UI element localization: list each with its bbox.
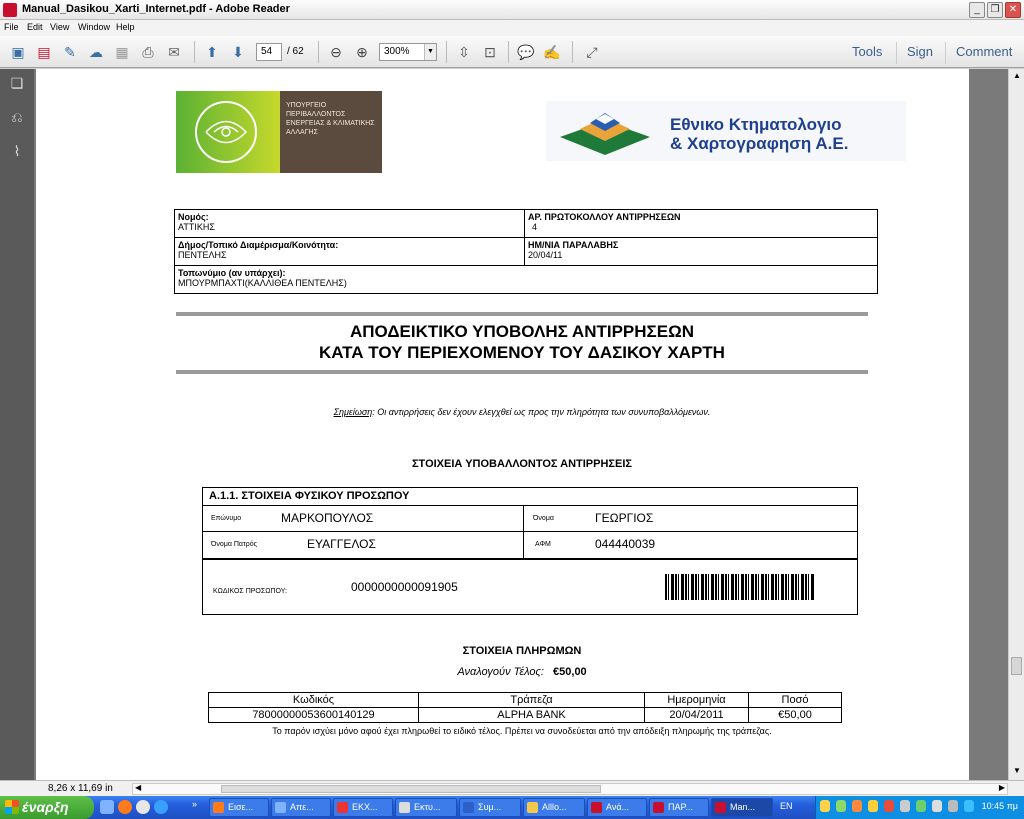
toolbar-separator: [572, 41, 573, 63]
status-bar: [0, 780, 1024, 796]
comment-icon[interactable]: 💬: [517, 44, 535, 60]
task-button[interactable]: [271, 798, 331, 817]
note-text: : Οι αντιρρήσεις δεν έχουν ελεγχθεί ως προς την πληρότητα των συνυποβαλλόμενων.: [372, 407, 711, 417]
dimos-cell: [175, 238, 525, 266]
cloud-upload-icon[interactable]: ☁: [89, 44, 103, 60]
previous-page-icon[interactable]: ⬆: [206, 44, 218, 60]
protocol-value: 4: [532, 222, 538, 232]
nomos-cell: [175, 210, 525, 238]
fit-page-icon[interactable]: ⊡: [484, 44, 496, 60]
zoom-in-icon[interactable]: ⊕: [356, 44, 368, 60]
person-details-header: Α.1.1. ΣΤΟΙΧΕΙΑ ΦΥΣΙΚΟΥ ΠΡΟΣΩΠΟΥ: [203, 488, 857, 506]
task-label: Συμ...: [478, 802, 502, 812]
usb-icon[interactable]: [900, 800, 910, 812]
taskbar: [0, 796, 1024, 819]
task-button[interactable]: [523, 798, 585, 817]
dimos-value: ΠΕΝΤΕΛΗΣ: [178, 250, 227, 260]
nomos-value: ΑΤΤΙΚΗΣ: [178, 222, 215, 232]
task-label: Ανά...: [606, 802, 630, 812]
mail-icon: [275, 802, 286, 813]
divider: [176, 312, 868, 316]
scroll-left-icon[interactable]: ◀: [135, 783, 142, 792]
horizontal-scrollbar[interactable]: [132, 783, 1008, 795]
task-button[interactable]: [459, 798, 521, 817]
menu-edit[interactable]: Edit: [27, 22, 43, 32]
name-value: ΓΕΩΡΓΙΟΣ: [595, 511, 654, 525]
zoom-value: 300%: [384, 46, 410, 57]
firefox-icon[interactable]: [118, 800, 132, 814]
person-row: [203, 506, 857, 532]
toponym-label: Τοπωνύμιο (αν υπάρχει):: [178, 268, 286, 278]
folder-icon: [527, 802, 538, 813]
close-button[interactable]: ✕: [1005, 2, 1021, 18]
task-label: ΠΑΡ...: [668, 802, 693, 812]
surname-value: ΜΑΡΚΟΠΟΥΛΟΣ: [281, 511, 374, 525]
payments-header-row: [209, 693, 842, 708]
printer-icon: [399, 802, 410, 813]
task-label: Εισε...: [228, 802, 254, 812]
comment-link[interactable]: Comment: [956, 44, 1013, 59]
dimos-label: Δήμος/Τοπικό Διαμέρισμα/Κοινότητα:: [178, 240, 339, 250]
start-button[interactable]: [0, 796, 94, 819]
window-title: Manual_Dasikou_Xarti_Internet.pdf - Adobe Reader: [22, 3, 290, 15]
payments-section-title: ΣΤΟΙΧΕΙΑ ΠΛΗΡΩΜΩΝ: [462, 645, 582, 657]
chrome-icon[interactable]: [136, 800, 150, 814]
scroll-up-icon[interactable]: ▲: [1013, 71, 1021, 80]
nomos-label: Νομός:: [178, 212, 209, 222]
person-code-box: [202, 559, 858, 615]
document-title: [176, 321, 868, 363]
edit-icon[interactable]: ✎: [64, 44, 76, 60]
document-title-line1: ΑΠΟΔΕΙΚΤΙΚΟ ΥΠΟΒΟΛΗΣ ΑΝΤΙΡΡΗΣΕΩΝ: [350, 322, 694, 341]
fee-line: [176, 666, 868, 678]
more-icon[interactable]: »: [192, 799, 198, 809]
scrollbar-thumb[interactable]: [1011, 657, 1022, 675]
father-name-label: Όνομα Πατρός: [211, 541, 257, 548]
sign-link[interactable]: Sign: [907, 44, 934, 59]
ie-icon[interactable]: [154, 800, 168, 814]
task-label: Εκτυ...: [414, 802, 441, 812]
antivirus-icon[interactable]: [884, 800, 894, 812]
shield-icon[interactable]: [820, 800, 830, 812]
protocol-cell: [525, 210, 878, 238]
date-label: ΗΜ/ΝΙΑ ΠΑΡΑΛΑΒΗΣ: [528, 240, 619, 250]
divider: [176, 370, 868, 374]
adobe-reader-icon: [3, 3, 17, 17]
pdf-icon: [715, 802, 726, 813]
tray-icon[interactable]: [964, 800, 974, 812]
document-title-line2: ΚΑΤΑ ΤΟΥ ΠΕΡΙΕΧΟΜΕΝΟΥ ΤΟΥ ΔΑΣΙΚΟΥ ΧΑΡΤΗ: [319, 343, 725, 362]
page-size: 8,26 x 11,69 in: [48, 783, 113, 794]
cadastre-logo-text: [670, 115, 848, 153]
task-button[interactable]: [209, 798, 269, 817]
cadastre-logo-emblem: [550, 107, 660, 157]
email-icon[interactable]: ✉: [168, 44, 180, 60]
zoom-out-icon[interactable]: ⊖: [330, 44, 342, 60]
person-details-box: [202, 487, 858, 559]
task-button[interactable]: [587, 798, 647, 817]
task-button[interactable]: [395, 798, 457, 817]
task-button-active[interactable]: [711, 798, 773, 817]
person-code-label: ΚΩΔΙΚΟΣ ΠΡΟΣΩΠΟΥ:: [213, 588, 287, 595]
fee-value: €50,00: [553, 666, 587, 678]
ministry-logo-emblem: [176, 91, 280, 173]
payment-date: 20/04/2011: [645, 708, 749, 723]
chevron-down-icon[interactable]: ▼: [424, 44, 436, 60]
person-row: [203, 532, 857, 558]
vertical-scrollbar[interactable]: [1008, 69, 1024, 780]
task-button[interactable]: [333, 798, 393, 817]
toolbar-separator: [194, 41, 195, 63]
pages-icon[interactable]: ❏: [10, 75, 24, 91]
name-label: Όνομα: [533, 515, 554, 522]
father-name-value: ΕΥΑΓΓΕΛΟΣ: [307, 537, 376, 551]
payment-code: 78000000053600140129: [209, 708, 419, 723]
menu-help[interactable]: Help: [116, 22, 135, 32]
fee-label: Αναλογούν Τέλος:: [457, 666, 544, 678]
footnote: Το παρόν ισχύει μόνο αφού έχει πληρωθεί το ειδικό τέλος. Πρέπει να συνοδεύεται από την απόδειξη πληρωμής της τράπεζας.: [272, 726, 772, 736]
zoom-select[interactable]: [379, 43, 437, 61]
table-row: [209, 708, 842, 723]
document-area[interactable]: [34, 69, 1008, 780]
next-page-icon[interactable]: ⬇: [232, 44, 244, 60]
objector-section-title: ΣΤΟΙΧΕΙΑ ΥΠΟΒΑΛΛΟΝΤΟΣ ΑΝΤΙΡΡΗΣΕΙΣ: [411, 458, 633, 470]
toponym-value: ΜΠΟΥΡΜΠΑΧΤΙ(ΚΑΛΛΙΘΕΑ ΠΕΝΤΕΛΗΣ): [178, 278, 347, 288]
horizontal-scrollbar-thumb[interactable]: [221, 785, 601, 793]
toolbar-separator: [896, 42, 897, 64]
pdf-icon: [653, 802, 664, 813]
payments-header-code: Κωδικός: [209, 693, 419, 708]
task-button[interactable]: [649, 798, 709, 817]
pdf-page: [36, 69, 969, 780]
highlight-icon[interactable]: ✍: [543, 44, 561, 60]
payments-table: [208, 692, 842, 723]
language-indicator[interactable]: EN: [780, 801, 793, 811]
barcode: [665, 574, 815, 600]
toolbar-separator: [508, 41, 509, 63]
cadastre-logo-line2: & Χαρτογραφηση Α.Ε.: [670, 134, 849, 153]
system-tray: [815, 796, 1024, 819]
payments-header-amount: Ποσό: [749, 693, 842, 708]
protocol-label: ΑΡ. ΠΡΩΤΟΚΟΛΛΟΥ ΑΝΤΙΡΡΗΣΕΩΝ: [528, 212, 681, 222]
task-label: ΕΚΧ...: [352, 802, 378, 812]
note-label: Σημείωση: [333, 407, 373, 417]
toolbar: [0, 36, 1024, 68]
location-info-table: [174, 209, 878, 294]
cadastre-logo: [546, 101, 906, 161]
date-cell: [525, 238, 878, 266]
restore-button[interactable]: ❐: [987, 2, 1003, 18]
toolbar-separator: [446, 41, 447, 63]
attachments-icon[interactable]: ⌇: [13, 143, 21, 159]
tray-icon[interactable]: [916, 800, 926, 812]
payments-header-date: Ημερομηνία: [645, 693, 749, 708]
word-icon: [463, 802, 474, 813]
toolbar-separator: [945, 42, 946, 64]
print-icon[interactable]: ⎙: [142, 44, 154, 60]
fit-width-icon[interactable]: ⇳: [458, 44, 470, 60]
update-icon[interactable]: [852, 800, 862, 812]
windows-flag-icon: [5, 800, 19, 814]
scroll-down-icon[interactable]: ▼: [1013, 766, 1021, 775]
start-label: έναρξη: [22, 799, 69, 815]
fullscreen-icon[interactable]: ⤢: [586, 44, 598, 60]
afm-label: ΑΦΜ: [535, 541, 551, 548]
tools-link[interactable]: Tools: [852, 44, 883, 59]
cadastre-logo-line1: Εθνικο Κτηματολογιο: [670, 115, 842, 134]
minimize-button[interactable]: _: [969, 2, 985, 18]
payments-header-bank: Τράπεζα: [419, 693, 645, 708]
network-icon[interactable]: [836, 800, 846, 812]
navigation-pane: [0, 69, 34, 780]
combine-icon[interactable]: ▤: [37, 44, 51, 60]
firefox-icon: [213, 802, 224, 813]
save-icon[interactable]: ▦: [115, 44, 129, 60]
task-label: Alllo...: [542, 802, 567, 812]
menu-file[interactable]: File: [4, 22, 19, 32]
person-code-value: 0000000000091905: [351, 580, 458, 594]
surname-label: Επώνυμο: [211, 515, 242, 522]
note: [176, 407, 868, 417]
pdf-icon: [591, 802, 602, 813]
ministry-logo: [176, 91, 382, 173]
page-number-input[interactable]: 54: [256, 43, 282, 61]
create-pdf-icon[interactable]: ▣: [11, 44, 25, 60]
column-divider: [523, 506, 524, 532]
title-bar: [0, 0, 1024, 20]
menu-bar: [0, 20, 1024, 36]
date-value: 20/04/11: [528, 250, 563, 260]
menu-window[interactable]: Window: [78, 22, 111, 32]
chat-icon[interactable]: [868, 800, 878, 812]
task-label: Man...: [730, 802, 756, 812]
payment-bank: ALPHA BANK: [419, 708, 645, 723]
task-label: Απε...: [290, 802, 314, 812]
page-total: / 62: [287, 46, 304, 57]
chrome-icon: [337, 802, 348, 813]
scroll-right-icon[interactable]: ▶: [998, 783, 1005, 792]
bookmarks-icon[interactable]: ⎌: [11, 109, 23, 125]
toolbar-separator: [318, 41, 319, 63]
menu-view[interactable]: View: [50, 22, 70, 32]
tray-icon[interactable]: [948, 800, 958, 812]
volume-icon[interactable]: [932, 800, 942, 812]
desktop-icon[interactable]: [100, 800, 114, 814]
ministry-logo-text: ΥΠΟΥΡΓΕΙΟ ΠΕΡΙΒΑΛΛΟΝΤΟΣ ΕΝΕΡΓΕΙΑΣ & ΚΛΙΜΑΤΙΚΗΣ ΑΛΛΑΓΗΣ: [280, 91, 382, 173]
payment-amount: €50,00: [749, 708, 842, 723]
column-divider: [523, 532, 524, 558]
afm-value: 044440039: [595, 537, 656, 551]
toponym-cell: [175, 266, 878, 294]
clock: 10:45 πμ: [981, 801, 1018, 811]
